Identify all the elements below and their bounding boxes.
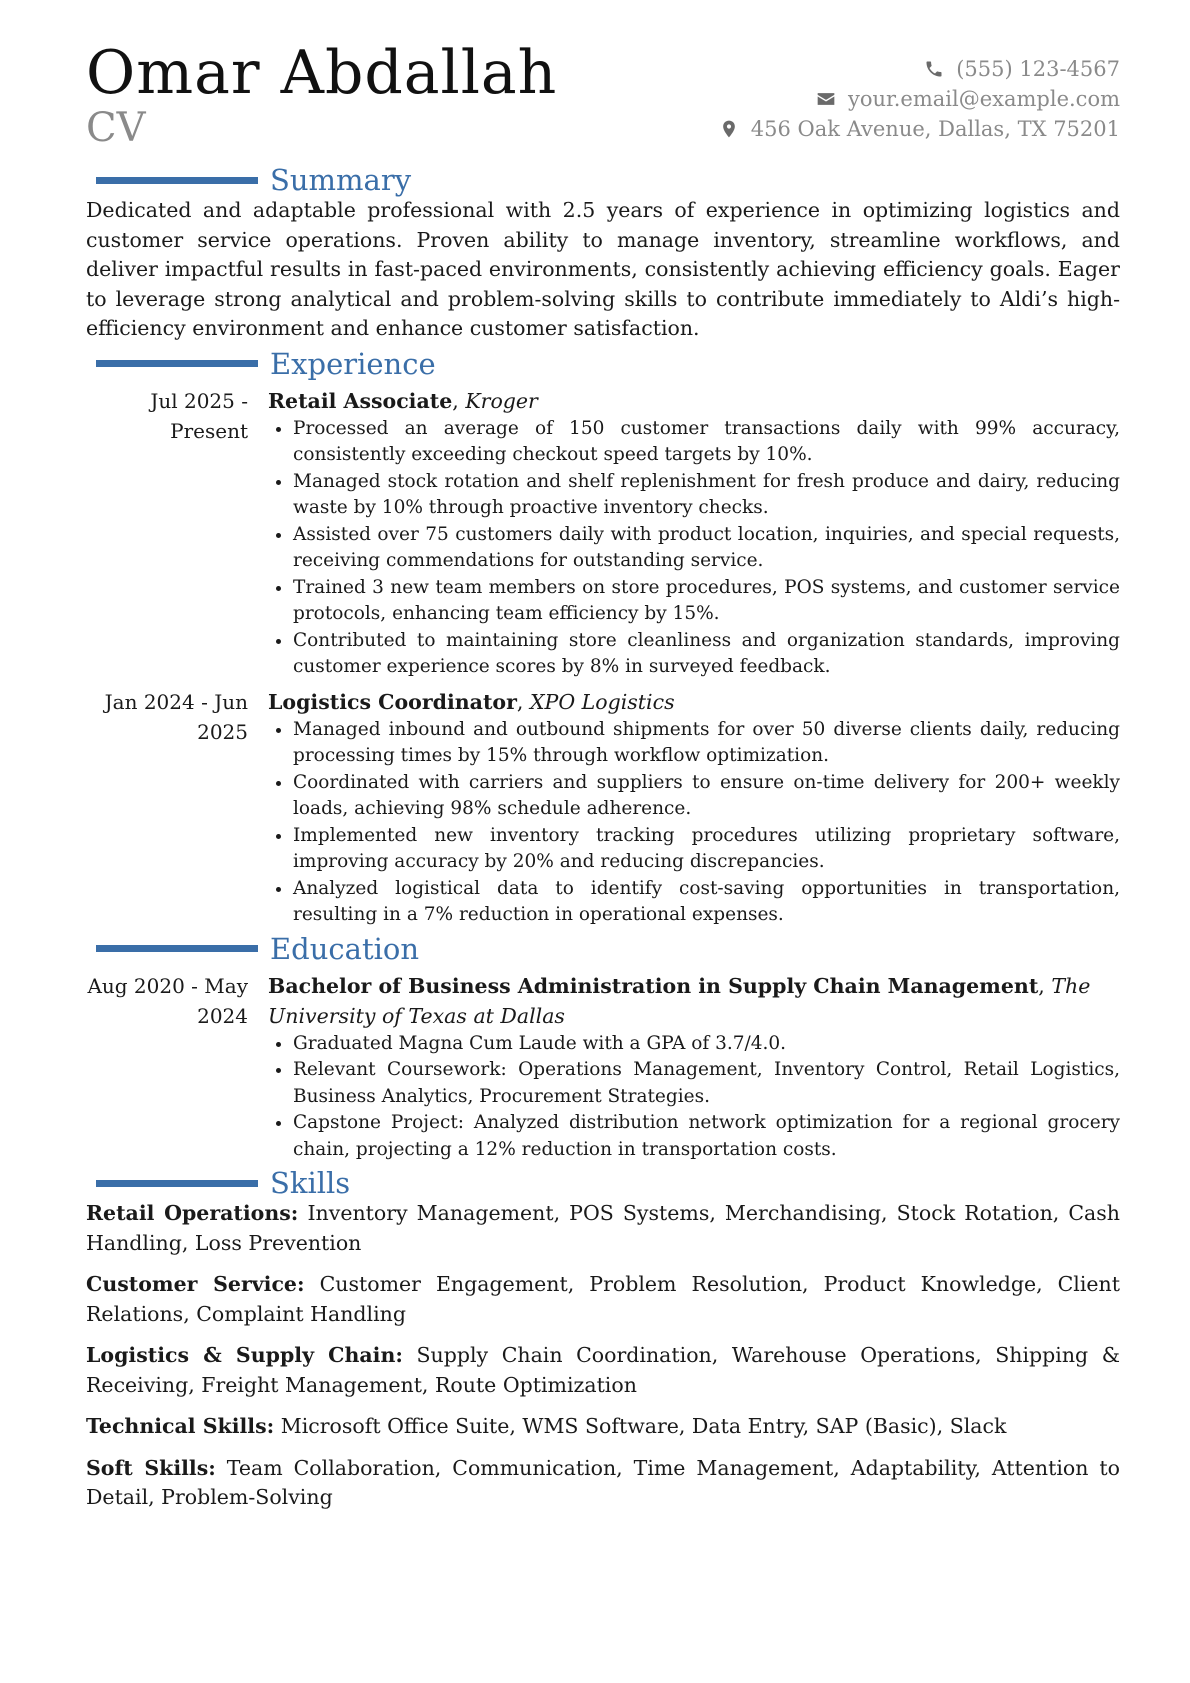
entry-title: Retail Associate, Kroger [268, 388, 538, 413]
address: 456 Oak Avenue, Dallas, TX 75201 [750, 117, 1120, 141]
job-role: Logistics Coordinator [268, 689, 517, 714]
skill-group [86, 1341, 1120, 1400]
list-item: • Coordinated with carriers and suppliers to ensure on-time delivery for 200+ weekly loads, achieving 98% schedule adherence. [293, 770, 1120, 823]
section-title: Experience [270, 346, 436, 381]
achievement-list [268, 416, 1120, 681]
experience-entry [86, 386, 1120, 681]
skill-group [86, 1454, 1120, 1513]
list-item: • Processed an average of 150 customer transactions daily with 99% accuracy, consistently exceeding checkout speed targets by 10%. [293, 416, 1120, 469]
list-item: • Capstone Project: Analyzed distribution network optimization for a regional grocery chain, projecting a 12% reduction in transportation costs. [293, 1110, 1120, 1163]
entry-title: Bachelor of Business Administration in Supply Chain Management, The University of Texas at Dallas [268, 973, 1091, 1028]
section-title: Skills [270, 1166, 351, 1200]
address-row [719, 114, 1120, 144]
summary-heading [86, 164, 1120, 196]
entry-title: Logistics Coordinator, XPO Logistics [268, 689, 675, 714]
envelope-icon [816, 89, 836, 109]
skill-list: Team Collaboration, Communication, Time Management, Adaptability, Attention to Detail, Problem-Solving [86, 1455, 1120, 1509]
list-item: • Analyzed logistical data to identify cost-saving opportunities in transportation, resulting in a 7% reduction in operational expenses. [293, 876, 1120, 929]
entry-body [268, 687, 1120, 929]
employer: XPO Logistics [529, 689, 675, 714]
entry-body [268, 386, 1120, 681]
list-item: • Managed inbound and outbound shipments for over 50 diverse clients daily, reducing processing times by 15% through workflow optimization. [293, 717, 1120, 770]
section-rule [96, 1180, 258, 1187]
skill-label: Technical Skills: [86, 1414, 275, 1438]
section-title: Education [270, 931, 420, 966]
job-role: Retail Associate [268, 388, 453, 413]
skill-label: Logistics & Supply Chain: [86, 1343, 403, 1367]
skill-label: Customer Service: [86, 1272, 305, 1296]
achievement-list [268, 717, 1120, 929]
education-heading [86, 933, 1120, 965]
skill-list: Customer Engagement, Problem Resolution, Product Knowledge, Client Relations, Complaint Handling [86, 1272, 1120, 1326]
degree: Bachelor of Business Administration in Supply Chain Management [268, 973, 1039, 998]
list-item: • Graduated Magna Cum Laude with a GPA of 3.7/4.0. [293, 1031, 1120, 1058]
skill-group [86, 1199, 1120, 1258]
entry-date: Jul 2025 - Present [150, 388, 248, 443]
list-item: • Assisted over 75 customers daily with product location, inquiries, and special requests, receiving commendations for outstanding service. [293, 522, 1120, 575]
skill-list: Inventory Management, POS Systems, Merchandising, Stock Rotation, Cash Handling, Loss Prevention [86, 1201, 1120, 1255]
contact-info [719, 54, 1120, 144]
skill-list: Supply Chain Coordination, Warehouse Operations, Shipping & Receiving, Freight Management, Route Optimization [86, 1343, 1120, 1397]
person-name: Omar Abdallah [86, 38, 558, 108]
list-item: • Contributed to maintaining store cleanliness and organization standards, improving customer experience scores by 8% in surveyed feedback. [293, 628, 1120, 681]
list-item: • Relevant Coursework: Operations Management, Inventory Control, Retail Logistics, Business Analytics, Procurement Strategies. [293, 1057, 1120, 1110]
cv-page [86, 40, 1120, 1525]
email-row [719, 84, 1120, 114]
skill-label: Retail Operations: [86, 1201, 299, 1225]
phone-number[interactable]: (555) 123-4567 [956, 57, 1120, 81]
skill-group [86, 1412, 1120, 1442]
skill-group [86, 1270, 1120, 1329]
section-rule [96, 945, 258, 952]
email-address[interactable]: your.email@example.com [847, 87, 1120, 111]
education-entry [86, 971, 1120, 1164]
entry-body [268, 971, 1120, 1164]
entry-date: Aug 2020 - May 2024 [87, 973, 248, 1028]
cv-header [86, 40, 1120, 160]
map-pin-icon [719, 119, 739, 139]
section-rule [96, 360, 258, 367]
employer: Kroger [465, 388, 538, 413]
document-subtitle: CV [86, 105, 146, 151]
list-item: • Implemented new inventory tracking procedures utilizing proprietary software, improving accuracy by 20% and reducing discrepancies. [293, 823, 1120, 876]
experience-heading [86, 348, 1120, 380]
list-item: • Managed stock rotation and shelf replenishment for fresh produce and dairy, reducing waste by 10% through proactive inventory checks. [293, 469, 1120, 522]
skills-heading [86, 1167, 1120, 1199]
experience-entry [86, 687, 1120, 929]
section-rule [96, 177, 258, 184]
phone-row [719, 54, 1120, 84]
section-title: Summary [270, 163, 412, 197]
skill-list: Microsoft Office Suite, WMS Software, Data Entry, SAP (Basic), Slack [280, 1414, 1007, 1438]
list-item: • Trained 3 new team members on store procedures, POS systems, and customer service protocols, enhancing team efficiency by 15%. [293, 575, 1120, 628]
skill-label: Soft Skills: [86, 1455, 216, 1480]
entry-date: Jan 2024 - Jun 2025 [104, 689, 248, 744]
achievement-list [268, 1031, 1120, 1164]
institution: The University of Texas at Dallas [268, 973, 1091, 1028]
summary-text: Dedicated and adaptable professional with 2.5 years of experience in optimizing logistics and customer service operations. Proven ability to manage inventory, streamline workflows, and deliver impactful results in fast-paced environments, consistently achieving efficiency goals. Eager to leverage strong analytical and problem-solving skills to contribute immediately to Aldi’s high-efficiency environment and enhance customer satisfaction. [86, 198, 1120, 340]
phone-icon [924, 59, 944, 79]
